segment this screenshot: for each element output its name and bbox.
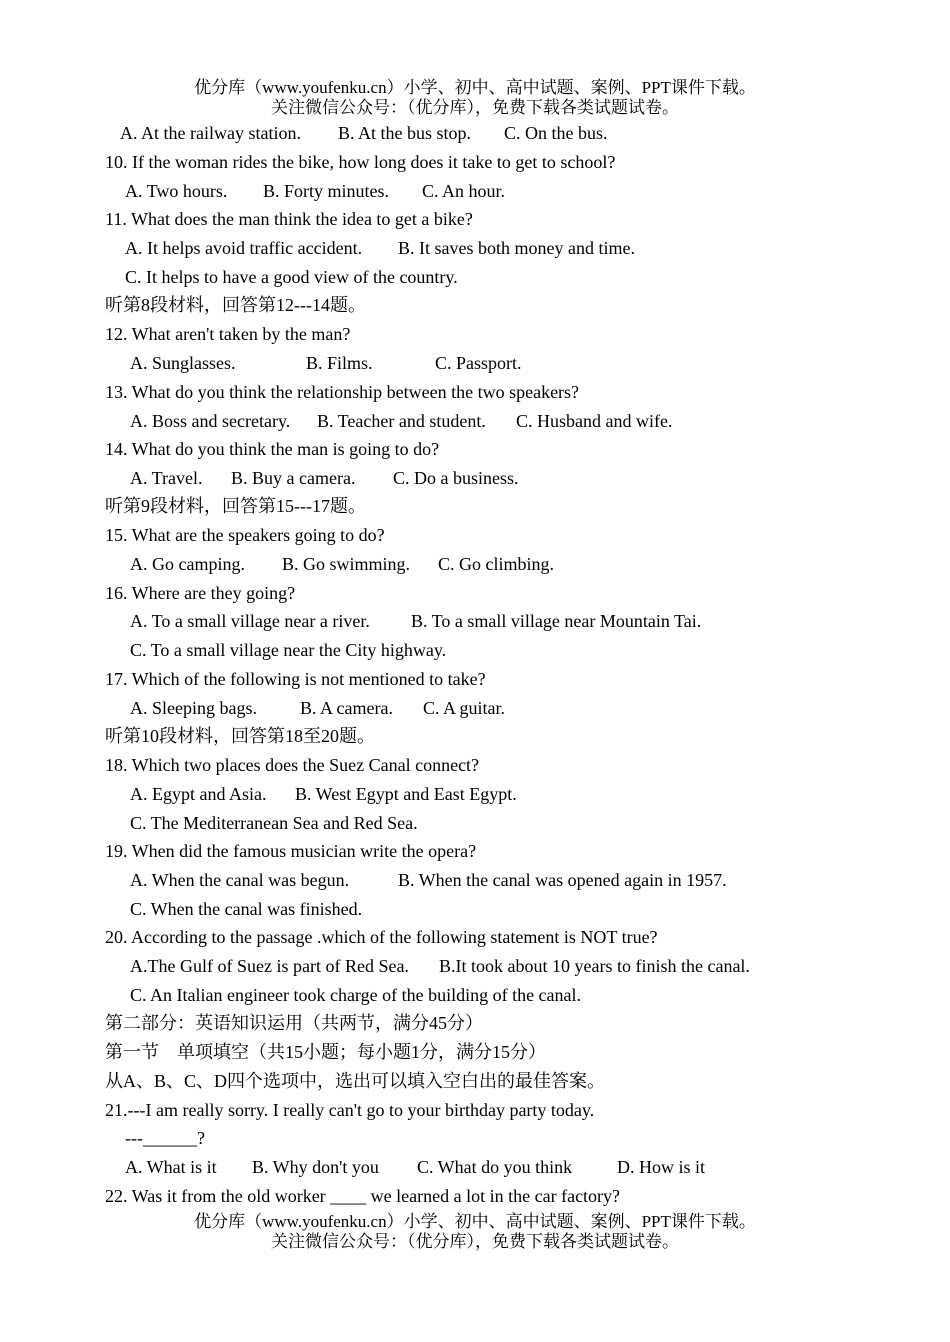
header-line-1: 优分库（www.youfenku.cn）小学、初中、高中试题、案例、PPT课件下载。 [194,78,756,97]
option-a: A. Sunglasses. [130,353,236,373]
option-c: C. Passport. [435,353,522,373]
option-b: B. Go swimming. [282,554,411,574]
q9-options [120,121,608,145]
option-b: B. Buy a camera. [231,468,356,488]
option-c: C. Go climbing. [438,554,554,574]
option-c: C. Husband and wife. [516,411,673,431]
part-2-section-1-heading: 第一节 单项填空（共15小题；每小题1分，满分15分） [105,1042,546,1062]
q18-options-ab [130,782,517,806]
question-21: 21.---I am really sorry. I really can't go to your birthday party today. [105,1100,595,1120]
q15-options [130,552,554,576]
option-a: A. When the canal was begun. [130,870,350,890]
option-a: A. Egypt and Asia. [130,784,267,804]
question-15: 15. What are the speakers going to do? [105,525,385,545]
option-c: C. An hour. [422,181,506,201]
footer-line-2: 关注微信公众号：（优分库），免费下载各类试题试卷。 [271,1232,679,1251]
option-c: C. What do you think [417,1157,573,1177]
option-b: B. West Egypt and East Egypt. [295,784,517,804]
page-header [0,78,950,118]
option-b: B. It saves both money and time. [398,238,635,258]
q20-option-c: C. An Italian engineer took charge of the building of the canal. [130,985,582,1005]
q11-option-c: C. It helps to have a good view of the country. [125,267,458,287]
option-a: A. Two hours. [125,181,228,201]
q20-options-ab [130,954,750,978]
option-d: D. How is it [617,1157,706,1177]
option-b: B. Why don't you [252,1157,379,1177]
q14-options [130,466,519,490]
option-b: B.It took about 10 years to finish the canal. [439,956,750,976]
q21-reply: ---______? [125,1128,205,1148]
q18-option-c: C. The Mediterranean Sea and Red Sea. [130,813,418,833]
part-2-instructions: 从A、B、C、D四个选项中，选出可以填入空白出的最佳答案。 [105,1071,606,1091]
option-a: A. Go camping. [130,554,245,574]
question-13: 13. What do you think the relationship between the two speakers? [105,382,580,402]
option-c: C. On the bus. [504,123,608,143]
header-line-2: 关注微信公众号：（优分库），免费下载各类试题试卷。 [271,98,679,117]
section-10-heading: 听第10段材料，回答第18至20题。 [105,726,375,746]
option-b: B. When the canal was opened again in 1957. [398,870,727,890]
option-c: C. A guitar. [423,698,506,718]
question-20: 20. According to the passage .which of the following statement is NOT true? [105,927,658,947]
question-22: 22. Was it from the old worker ____ we learned a lot in the car factory? [105,1186,621,1206]
option-a: A. To a small village near a river. [130,611,370,631]
option-b: B. Teacher and student. [317,411,486,431]
q11-options-ab [125,236,635,260]
option-a: A. It helps avoid traffic accident. [125,238,363,258]
option-a: A. Sleeping bags. [130,698,257,718]
question-16: 16. Where are they going? [105,583,296,603]
q16-options-ab [130,609,701,633]
q19-option-c: C. When the canal was finished. [130,899,363,919]
part-2-heading: 第二部分：英语知识运用（共两节，满分45分） [105,1013,483,1033]
option-a: A.The Gulf of Suez is part of Red Sea. [130,956,409,976]
footer-line-1: 优分库（www.youfenku.cn）小学、初中、高中试题、案例、PPT课件下载。 [194,1212,756,1231]
q13-options [130,409,672,433]
option-b: B. To a small village near Mountain Tai. [411,611,702,631]
q16-option-c: C. To a small village near the City highway. [130,640,447,660]
page-footer [0,1212,950,1252]
option-a: A. What is it [125,1157,217,1177]
question-19: 19. When did the famous musician write the opera? [105,841,477,861]
option-b: B. Forty minutes. [263,181,390,201]
section-8-heading: 听第8段材料，回答第12---14题。 [105,295,366,315]
q19-options-ab [130,868,727,892]
q12-options [130,351,522,375]
question-12: 12. What aren't taken by the man? [105,324,351,344]
option-b: B. At the bus stop. [338,123,472,143]
q21-options [125,1155,705,1179]
question-17: 17. Which of the following is not mentioned to take? [105,669,486,689]
section-9-heading: 听第9段材料，回答第15---17题。 [105,496,366,516]
option-a: A. Boss and secretary. [130,411,291,431]
option-c: C. Do a business. [393,468,519,488]
q17-options [130,696,505,720]
option-a: A. At the railway station. [120,123,301,143]
question-11: 11. What does the man think the idea to get a bike? [105,209,473,229]
option-a: A. Travel. [130,468,203,488]
question-18: 18. Which two places does the Suez Canal connect? [105,755,480,775]
q10-options [125,179,505,203]
option-b: B. Films. [306,353,373,373]
question-10: 10. If the woman rides the bike, how long does it take to get to school? [105,152,616,172]
question-14: 14. What do you think the man is going to do? [105,439,440,459]
option-b: B. A camera. [300,698,393,718]
